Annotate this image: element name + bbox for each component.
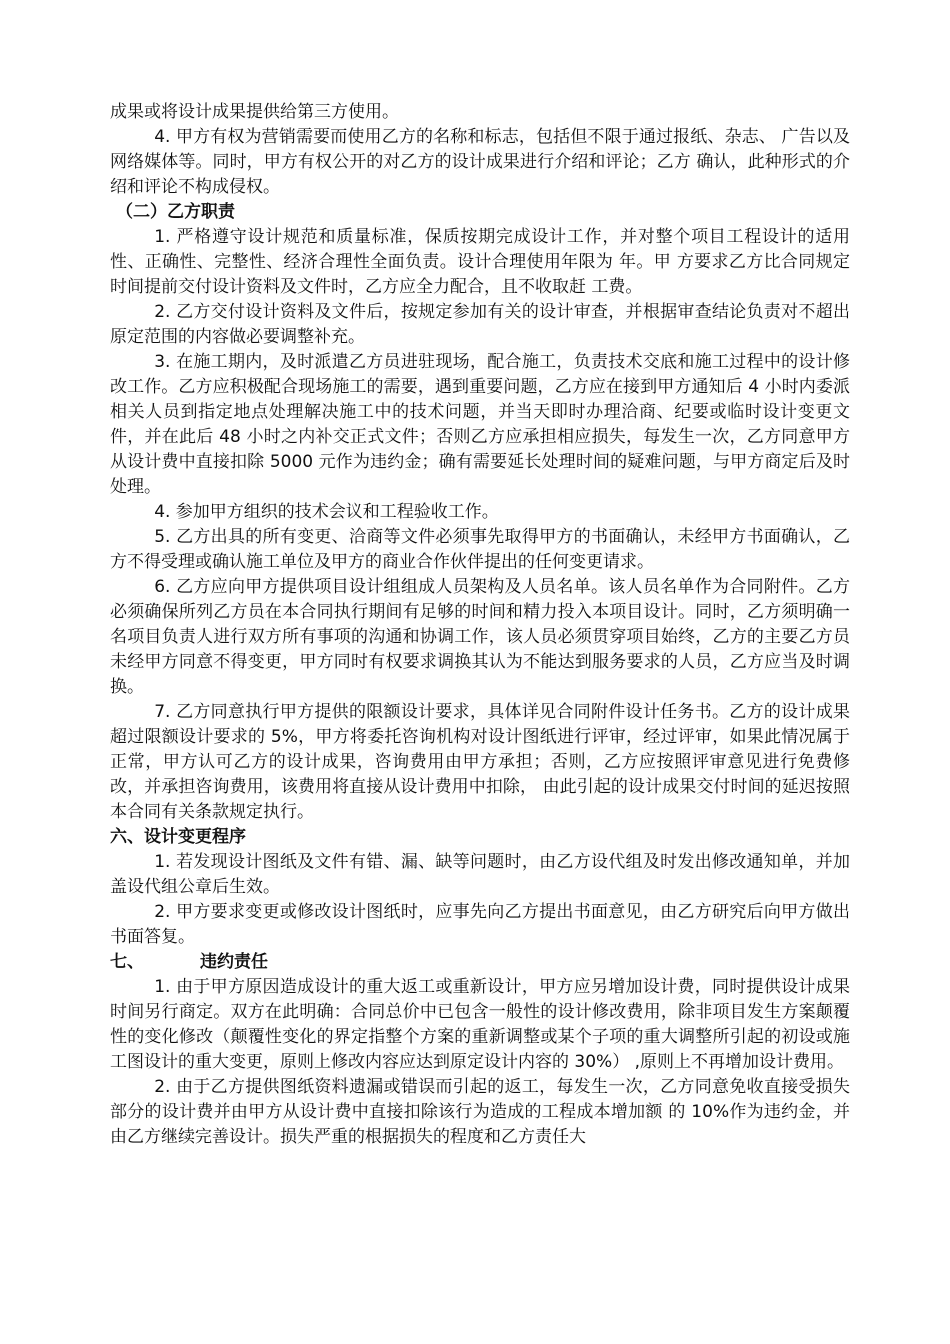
clause-6-team-structure: 6. 乙方应向甲方提供项目设计组组成人员架构及人员名单。该人员名单作为合同附件。乙方必须确保所列乙方员在本合同执行期间有足够的时间和精力投入本项目设计。同时，乙方须明确一名项目负责人进行双方所有事项的沟通和协调工作，该人员必须贯穿项目始终，乙方的主要乙方员未经甲方同意不得变更，甲方同时有权要求调换其认为不能达到服务要求的人员，乙方应当及时调换。	[110, 577, 850, 697]
clause-4-publicity: 4. 甲方有权为营销需要而使用乙方的名称和标志，包括但不限于通过报纸、杂志、 广告以及网络媒体等。同时，甲方有权公开的对乙方的设计成果进行介绍和评论；乙方 确认，此种形式的介绍和评论不构成侵权。	[110, 127, 850, 197]
breach-clause-2: 2. 由于乙方提供图纸资料遗漏或错误而引起的返工，每发生一次，乙方同意免收直接受损失部分的设计费并由甲方从设计费中直接扣除该行为造成的工程成本增加额 的 10%作为违约金，并由乙方继续完善设计。损失严重的根据损失的程度和乙方责任大	[110, 1077, 850, 1147]
clause-5-change-confirmation: 5. 乙方出具的所有变更、洽商等文件必须事先取得甲方的书面确认，未经甲方书面确认，乙方不得受理或确认施工单位及甲方的商业合作伙伴提出的任何变更请求。	[110, 527, 850, 572]
clause-3-site-service: 3. 在施工期内，及时派遣乙方员进驻现场，配合施工，负责技术交底和施工过程中的设计修改工作。乙方应积极配合现场施工的需要，遇到重要问题，乙方应在接到甲方通知后 4 小时内委派相关人员到指定地点处理解决施工中的技术问题，并当天即时办理洽商、纪要或临时设计变更文件，并在此后 48 小时之内补交正式文件；否则乙方应承担相应损失，每发生一次，乙方同意甲方从设计费中直接扣除 5000 元作为违约金；确有需要延长处理时间的疑难问题，与甲方商定后及时处理。	[110, 352, 850, 497]
clause-1-design-standards: 1. 严格遵守设计规范和质量标准，保质按期完成设计工作，并对整个项目工程设计的适用性、正确性、完整性、经济合理性全面负责。设计合理使用年限为 年。甲 方要求乙方比合同规定时间提前交付设计资料及文件时，乙方应全力配合，且不收取赶 工费。	[110, 227, 850, 297]
section-title: 违约责任	[200, 952, 268, 972]
section-heading-design-change: 六、设计变更程序	[110, 827, 246, 847]
change-clause-1: 1. 若发现设计图纸及文件有错、漏、缺等问题时，由乙方设代组及时发出修改通知单，并加盖设代组公章后生效。	[110, 852, 850, 897]
section-heading-breach	[110, 950, 850, 975]
breach-clause-1: 1. 由于甲方原因造成设计的重大返工或重新设计，甲方应另增加设计费，同时提供设计成果时间另行商定。双方在此明确：合同总价中已包含一般性的设计修改费用，除非项目发生方案颠覆性的变化修改（颠覆性变化的界定指整个方案的重新调整或某个子项的重大调整所引起的初设或施工图设计的重大变更，原则上修改内容应达到原定设计内容的 30%） ,原则上不再增加设计费用。	[110, 977, 850, 1072]
clause-2-design-review: 2. 乙方交付设计资料及文件后，按规定参加有关的设计审查，并根据审查结论负责对不超出原定范围的内容做必要调整补充。	[110, 302, 850, 347]
paragraph-continuation: 成果或将设计成果提供给第三方使用。	[110, 102, 399, 122]
clause-4-meetings: 4. 参加甲方组织的技术会议和工程验收工作。	[154, 502, 499, 522]
clause-7-cost-limit: 7. 乙方同意执行甲方提供的限额设计要求，具体详见合同附件设计任务书。乙方的设计成果超过限额设计要求的 5%，甲方将委托咨询机构对设计图纸进行评审，经过评审，如果此情况属于正常，甲方认可乙方的设计成果，咨询费用由甲方承担；否则，乙方应按照评审意见进行免费修改，并承担咨询费用，该费用将直接从设计费用中扣除， 由此引起的设计成果交付时间的延迟按照本合同有关条款规定执行。	[110, 702, 850, 822]
section-number: 七、	[110, 952, 144, 972]
section-heading-party-b-duties: （二）乙方职责	[116, 202, 235, 222]
change-clause-2: 2. 甲方要求变更或修改设计图纸时，应事先向乙方提出书面意见，由乙方研究后向甲方做出书面答复。	[110, 902, 850, 947]
document-page	[110, 100, 850, 1150]
